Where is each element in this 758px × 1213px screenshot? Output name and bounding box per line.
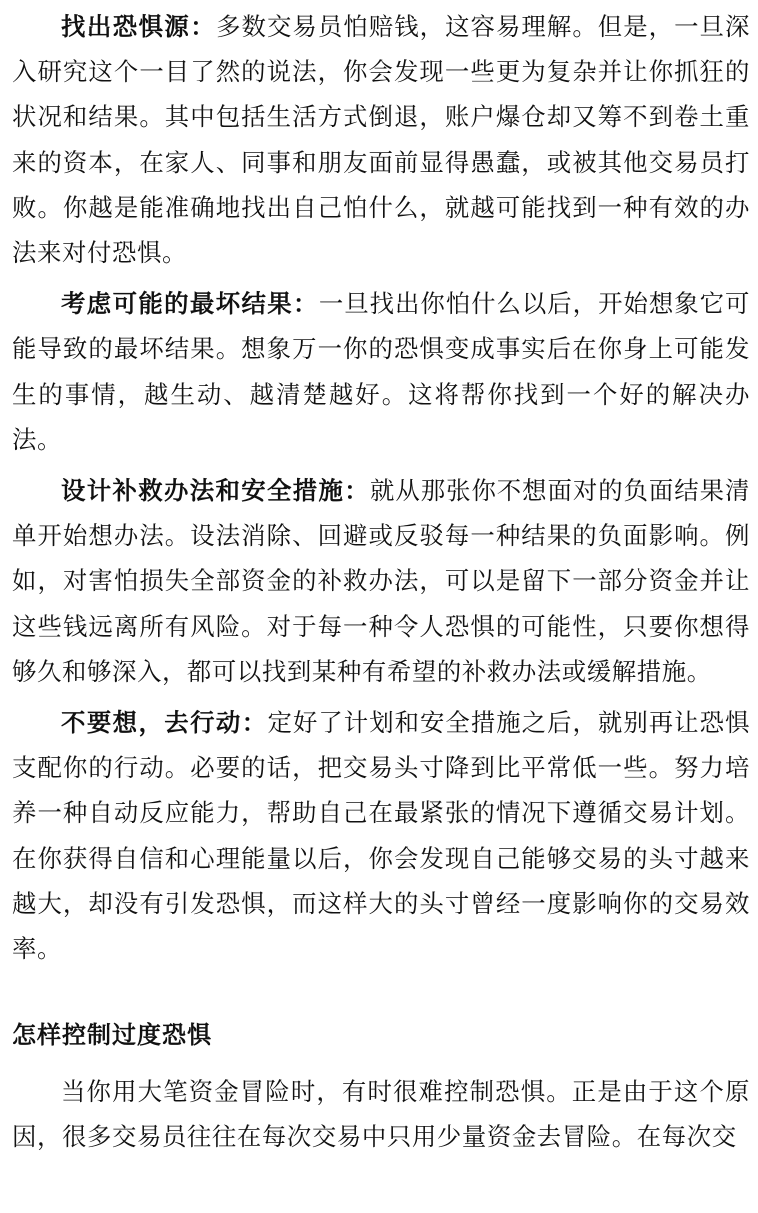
paragraph-find-fear-source xyxy=(12,4,750,275)
paragraph-remedies xyxy=(12,468,750,694)
paragraph-worst-outcome xyxy=(12,281,750,462)
paragraph-body: 定好了计划和安全措施之后，就别再让恐惧支配你的行动。必要的话，把交易头寸降到比平常低一些。努力培养一种自动反应能力，帮助自己在最紧张的情况下遵循交易计划。在你获得自信和心理能量以后，你会发现自己能够交易的头寸越来越大，却没有引发恐惧，而这样大的头寸曾经一度影响你的交易效率。 xyxy=(12,708,750,964)
paragraph-lead: 考虑可能的最坏结果： xyxy=(61,289,319,319)
paragraph-lead: 设计补救办法和安全措施： xyxy=(61,476,371,506)
document-page xyxy=(12,4,750,1165)
paragraph-closing: 当你用大笔资金冒险时，有时很难控制恐惧。正是由于这个原因，很多交易员往往在每次交易中只用少量资金去冒险。在每次交 xyxy=(12,1077,750,1152)
paragraph-body: 多数交易员怕赔钱，这容易理解。但是，一旦深入研究这个一目了然的说法，你会发现一些更为复杂并让你抓狂的状况和结果。其中包括生活方式倒退，账户爆仓却又筹不到卷土重来的资本，在家人、同事和朋友面前显得愚蠢，或被其他交易员打败。你越是能准确地找出自己怕什么，就越可能找到一种有效的办法来对付恐惧。 xyxy=(12,12,750,268)
paragraph-lead: 不要想，去行动： xyxy=(61,708,268,738)
paragraph-body: 就从那张你不想面对的负面结果清单开始想办法。设法消除、回避或反驳每一种结果的负面影响。例如，对害怕损失全部资金的补救办法，可以是留下一部分资金并让这些钱远离所有风险。对于每一种令人恐惧的可能性，只要你想得够久和够深入，都可以找到某种有希望的补救办法或缓解措施。 xyxy=(12,476,750,686)
paragraph-act-not-think xyxy=(12,700,750,971)
closing-paragraph-clip xyxy=(12,1069,750,1165)
paragraph-body: 一旦找出你怕什么以后，开始想象它可能导致的最坏结果。想象万一你的恐惧变成事实后在你身上可能发生的事情，越生动、越清楚越好。这将帮你找到一个好的解决办法。 xyxy=(12,289,750,454)
paragraph-lead: 找出恐惧源： xyxy=(61,12,217,41)
section-heading: 怎样控制过度恐惧 xyxy=(12,1021,212,1050)
